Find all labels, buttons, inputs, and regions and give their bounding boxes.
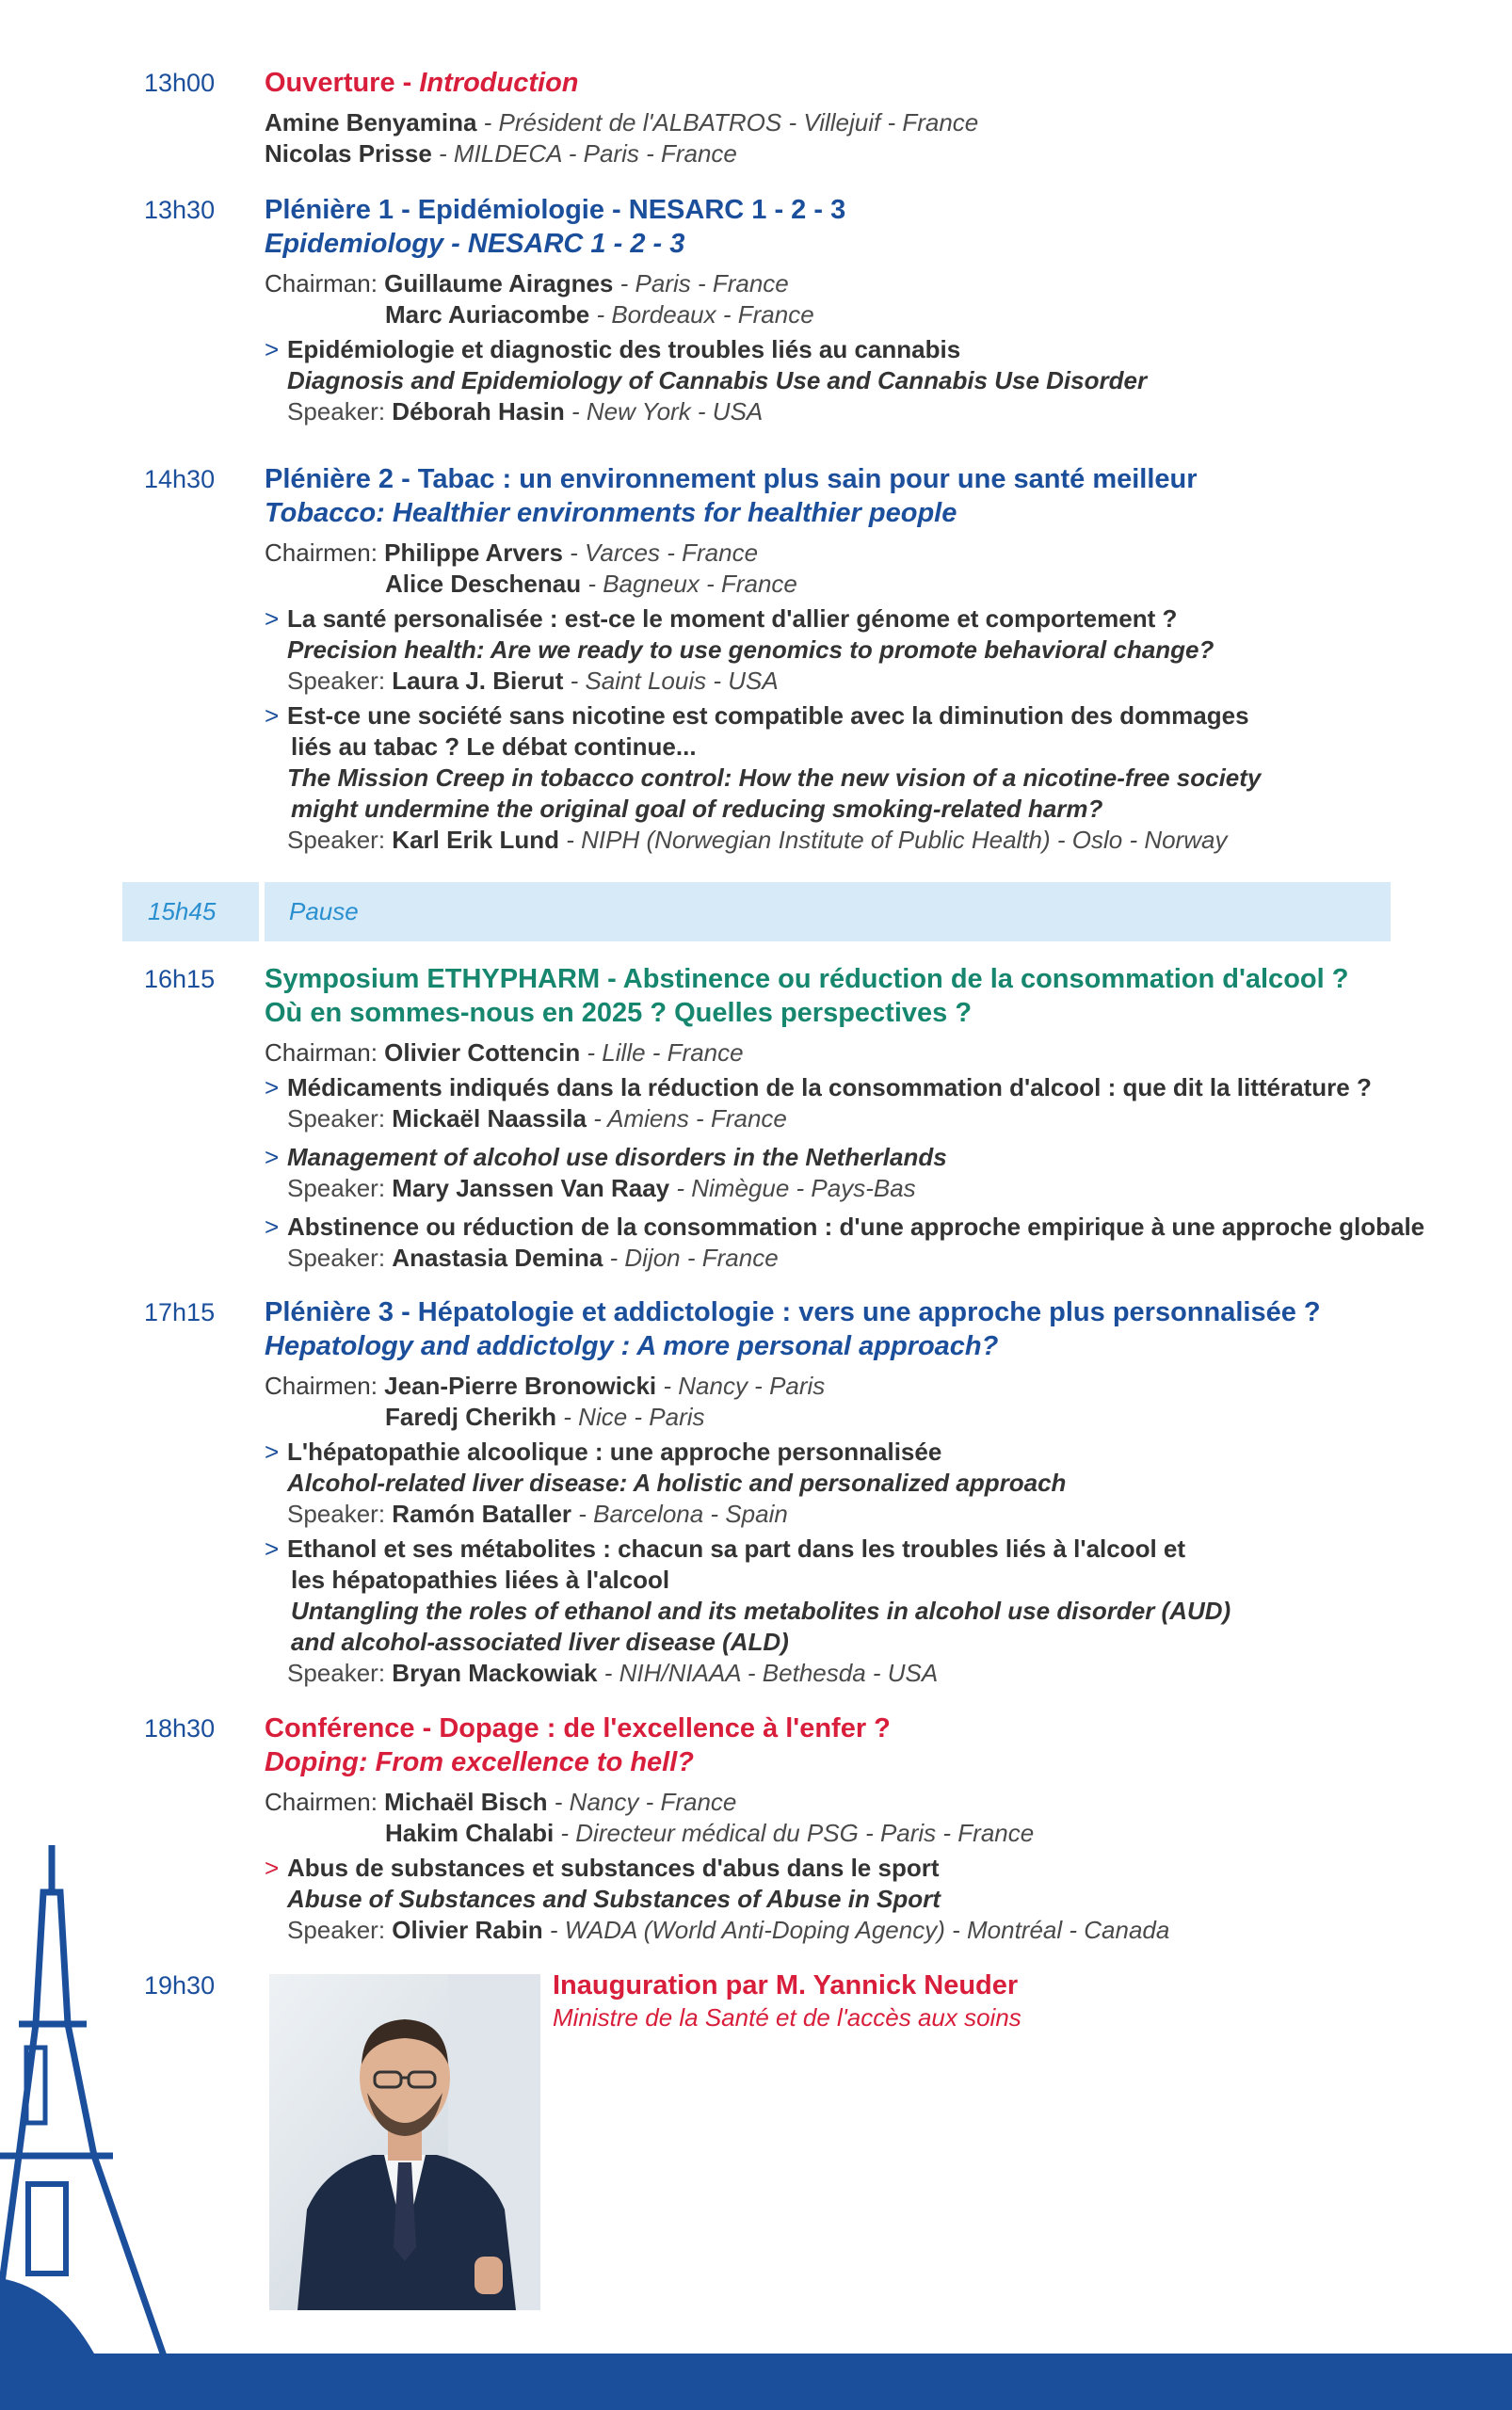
talk xyxy=(265,1853,1470,1946)
session-content xyxy=(265,1295,1470,1689)
talk-title: Ethanol et ses métabolites : chacun sa part dans les troubles liés à l'alcool et xyxy=(287,1534,1186,1563)
chair-line: Chairmen: Michaël Bisch - Nancy - France xyxy=(265,1788,737,1816)
talk xyxy=(265,1534,1470,1689)
chevron-right-icon: > xyxy=(265,1213,280,1241)
talk-subtitle: Untangling the roles of ethanol and its metabolites in alcohol use disorder (AUD) xyxy=(291,1597,1231,1625)
talk-speaker: Speaker: Déborah Hasin - New York - USA xyxy=(287,397,764,426)
session-title: Ouverture - Introduction xyxy=(265,68,579,98)
session-title: Symposium ETHYPHARM - Abstinence ou réduction de la consommation d'alcool ? xyxy=(265,964,1349,994)
session-subtitle: Ministre de la Santé et de l'accès aux soins xyxy=(553,2003,1021,2032)
participant: Amine Benyamina - Président de l'ALBATROS - Villejuif - France xyxy=(265,108,979,137)
session-time: 14h30 xyxy=(144,465,216,493)
talk-title-cont: liés au tabac ? Le débat continue... xyxy=(291,732,697,761)
talk-title-cont: les hépatopathies liées à l'alcool xyxy=(291,1566,670,1594)
talk-subtitle-cont: and alcohol-associated liver disease (ALD) xyxy=(291,1628,789,1656)
talk xyxy=(265,1142,1470,1204)
talk xyxy=(265,603,1470,697)
talk-subtitle: Precision health: Are we ready to use genomics to promote behavioral change? xyxy=(287,635,1214,664)
session-title-cont: Où en sommes-nous en 2025 ? Quelles perspectives ? xyxy=(265,998,973,1028)
pause-time: 15h45 xyxy=(148,897,217,925)
talk-speaker: Speaker: Laura J. Bierut - Saint Louis - USA xyxy=(287,667,779,695)
session-time: 13h00 xyxy=(144,69,216,97)
session-time: 18h30 xyxy=(144,1714,216,1743)
session-time: 19h30 xyxy=(144,1971,216,2000)
session-content xyxy=(265,193,1470,427)
talk-title: Médicaments indiqués dans la réduction de la consommation d'alcool : que dit la littérature ? xyxy=(287,1073,1372,1101)
talk xyxy=(265,334,1470,427)
chair-line: Faredj Cherikh - Nice - Paris xyxy=(385,1403,705,1431)
session-subtitle: Hepatology and addictolgy : A more personal approach? xyxy=(265,1331,999,1361)
talk-subtitle: Abuse of Substances and Substances of Abuse in Sport xyxy=(287,1885,941,1913)
footer-band xyxy=(0,2354,1512,2410)
session-subtitle: Epidemiology - NESARC 1 - 2 - 3 xyxy=(265,229,685,259)
talk-speaker: Speaker: Karl Erik Lund - NIPH (Norwegian Institute of Public Health) - Oslo - Norway xyxy=(287,826,1228,854)
talk xyxy=(265,1437,1470,1530)
chevron-right-icon: > xyxy=(265,701,280,730)
talk-title: La santé personalisée : est-ce le moment d'allier génome et comportement ? xyxy=(287,604,1178,633)
talk-subtitle: Alcohol-related liver disease: A holistic and personalized approach xyxy=(287,1469,1067,1497)
session-title: Inauguration par M. Yannick Neuder xyxy=(553,1970,1019,2000)
chair-line: Marc Auriacombe - Bordeaux - France xyxy=(385,300,814,329)
chair-line: Hakim Chalabi - Directeur médical du PSG - Paris - France xyxy=(385,1819,1035,1847)
session-content xyxy=(265,1711,1470,1946)
pause-label: Pause xyxy=(289,897,359,925)
chevron-right-icon: > xyxy=(265,1073,280,1101)
chair-line: Alice Deschenau - Bagneux - France xyxy=(385,570,797,598)
talk-title: Est-ce une société sans nicotine est compatible avec la diminution des dommages xyxy=(287,701,1249,730)
talk xyxy=(265,1072,1470,1134)
speaker-portrait xyxy=(269,1974,540,2310)
talk-title: Epidémiologie et diagnostic des troubles liés au cannabis xyxy=(287,335,961,363)
chevron-right-icon: > xyxy=(265,604,280,633)
session-content xyxy=(553,1968,1400,2033)
chevron-right-icon: > xyxy=(265,335,280,363)
session-time: 13h30 xyxy=(144,196,216,224)
talk-subtitle-cont: might undermine the original goal of reducing smoking-related harm? xyxy=(291,795,1103,823)
session-time: 16h15 xyxy=(144,965,216,993)
pause-label-cell xyxy=(265,882,1391,941)
session-content xyxy=(265,462,1470,856)
talk-subtitle: The Mission Creep in tobacco control: How the new vision of a nicotine-free society xyxy=(287,763,1262,792)
pause-band xyxy=(122,882,1391,941)
talk xyxy=(265,1212,1470,1274)
eiffel-tower-icon xyxy=(0,1845,207,2410)
chevron-right-icon: > xyxy=(265,1438,280,1466)
session-content xyxy=(265,66,1470,169)
chevron-right-icon: > xyxy=(265,1534,280,1563)
session-title: Plénière 2 - Tabac : un environnement plus sain pour une santé meilleur xyxy=(265,464,1198,494)
pause-time-cell xyxy=(122,882,259,941)
session-subtitle: Tobacco: Healthier environments for healthier people xyxy=(265,498,957,528)
session-subtitle: Doping: From excellence to hell? xyxy=(265,1747,695,1777)
talk xyxy=(265,700,1470,856)
session-title: Conférence - Dopage : de l'excellence à l'enfer ? xyxy=(265,1713,891,1743)
session-title: Plénière 1 - Epidémiologie - NESARC 1 - 2 - 3 xyxy=(265,195,846,225)
session-time: 17h15 xyxy=(144,1298,216,1326)
talk-speaker: Speaker: Anastasia Demina - Dijon - France xyxy=(287,1244,779,1272)
talk-subtitle: Management of alcohol use disorders in the Netherlands xyxy=(287,1143,947,1171)
talk-speaker: Speaker: Bryan Mackowiak - NIH/NIAAA - Bethesda - USA xyxy=(287,1659,939,1687)
chair-line: Chairmen: Philippe Arvers - Varces - France xyxy=(265,538,759,567)
chair-line: Chairman: Guillaume Airagnes - Paris - France xyxy=(265,269,789,297)
talk-title: L'hépatopathie alcoolique : une approche personnalisée xyxy=(287,1438,942,1466)
session-title: Plénière 3 - Hépatologie et addictologie : vers une approche plus personnalisée ? xyxy=(265,1297,1321,1327)
chair-line: Chairmen: Jean-Pierre Bronowicki - Nancy - Paris xyxy=(265,1372,826,1400)
participant: Nicolas Prisse - MILDECA - Paris - France xyxy=(265,139,737,168)
talk-title: Abstinence ou réduction de la consommation : d'une approche empirique à une approche globale xyxy=(287,1213,1425,1241)
talk-speaker: Speaker: Ramón Bataller - Barcelona - Spain xyxy=(287,1500,788,1528)
talk-title: Abus de substances et substances d'abus dans le sport xyxy=(287,1854,940,1882)
chevron-right-icon: > xyxy=(265,1143,280,1171)
chevron-right-icon: > xyxy=(265,1854,280,1882)
session-content xyxy=(265,962,1470,1274)
talk-speaker: Speaker: Mary Janssen Van Raay - Nimègue - Pays-Bas xyxy=(287,1174,916,1202)
chair-line: Chairman: Olivier Cottencin - Lille - France xyxy=(265,1038,744,1067)
talk-speaker: Speaker: Olivier Rabin - WADA (World Anti-Doping Agency) - Montréal - Canada xyxy=(287,1916,1170,1944)
talk-subtitle: Diagnosis and Epidemiology of Cannabis Use and Cannabis Use Disorder xyxy=(287,366,1148,394)
talk-speaker: Speaker: Mickaël Naassila - Amiens - France xyxy=(287,1104,787,1133)
